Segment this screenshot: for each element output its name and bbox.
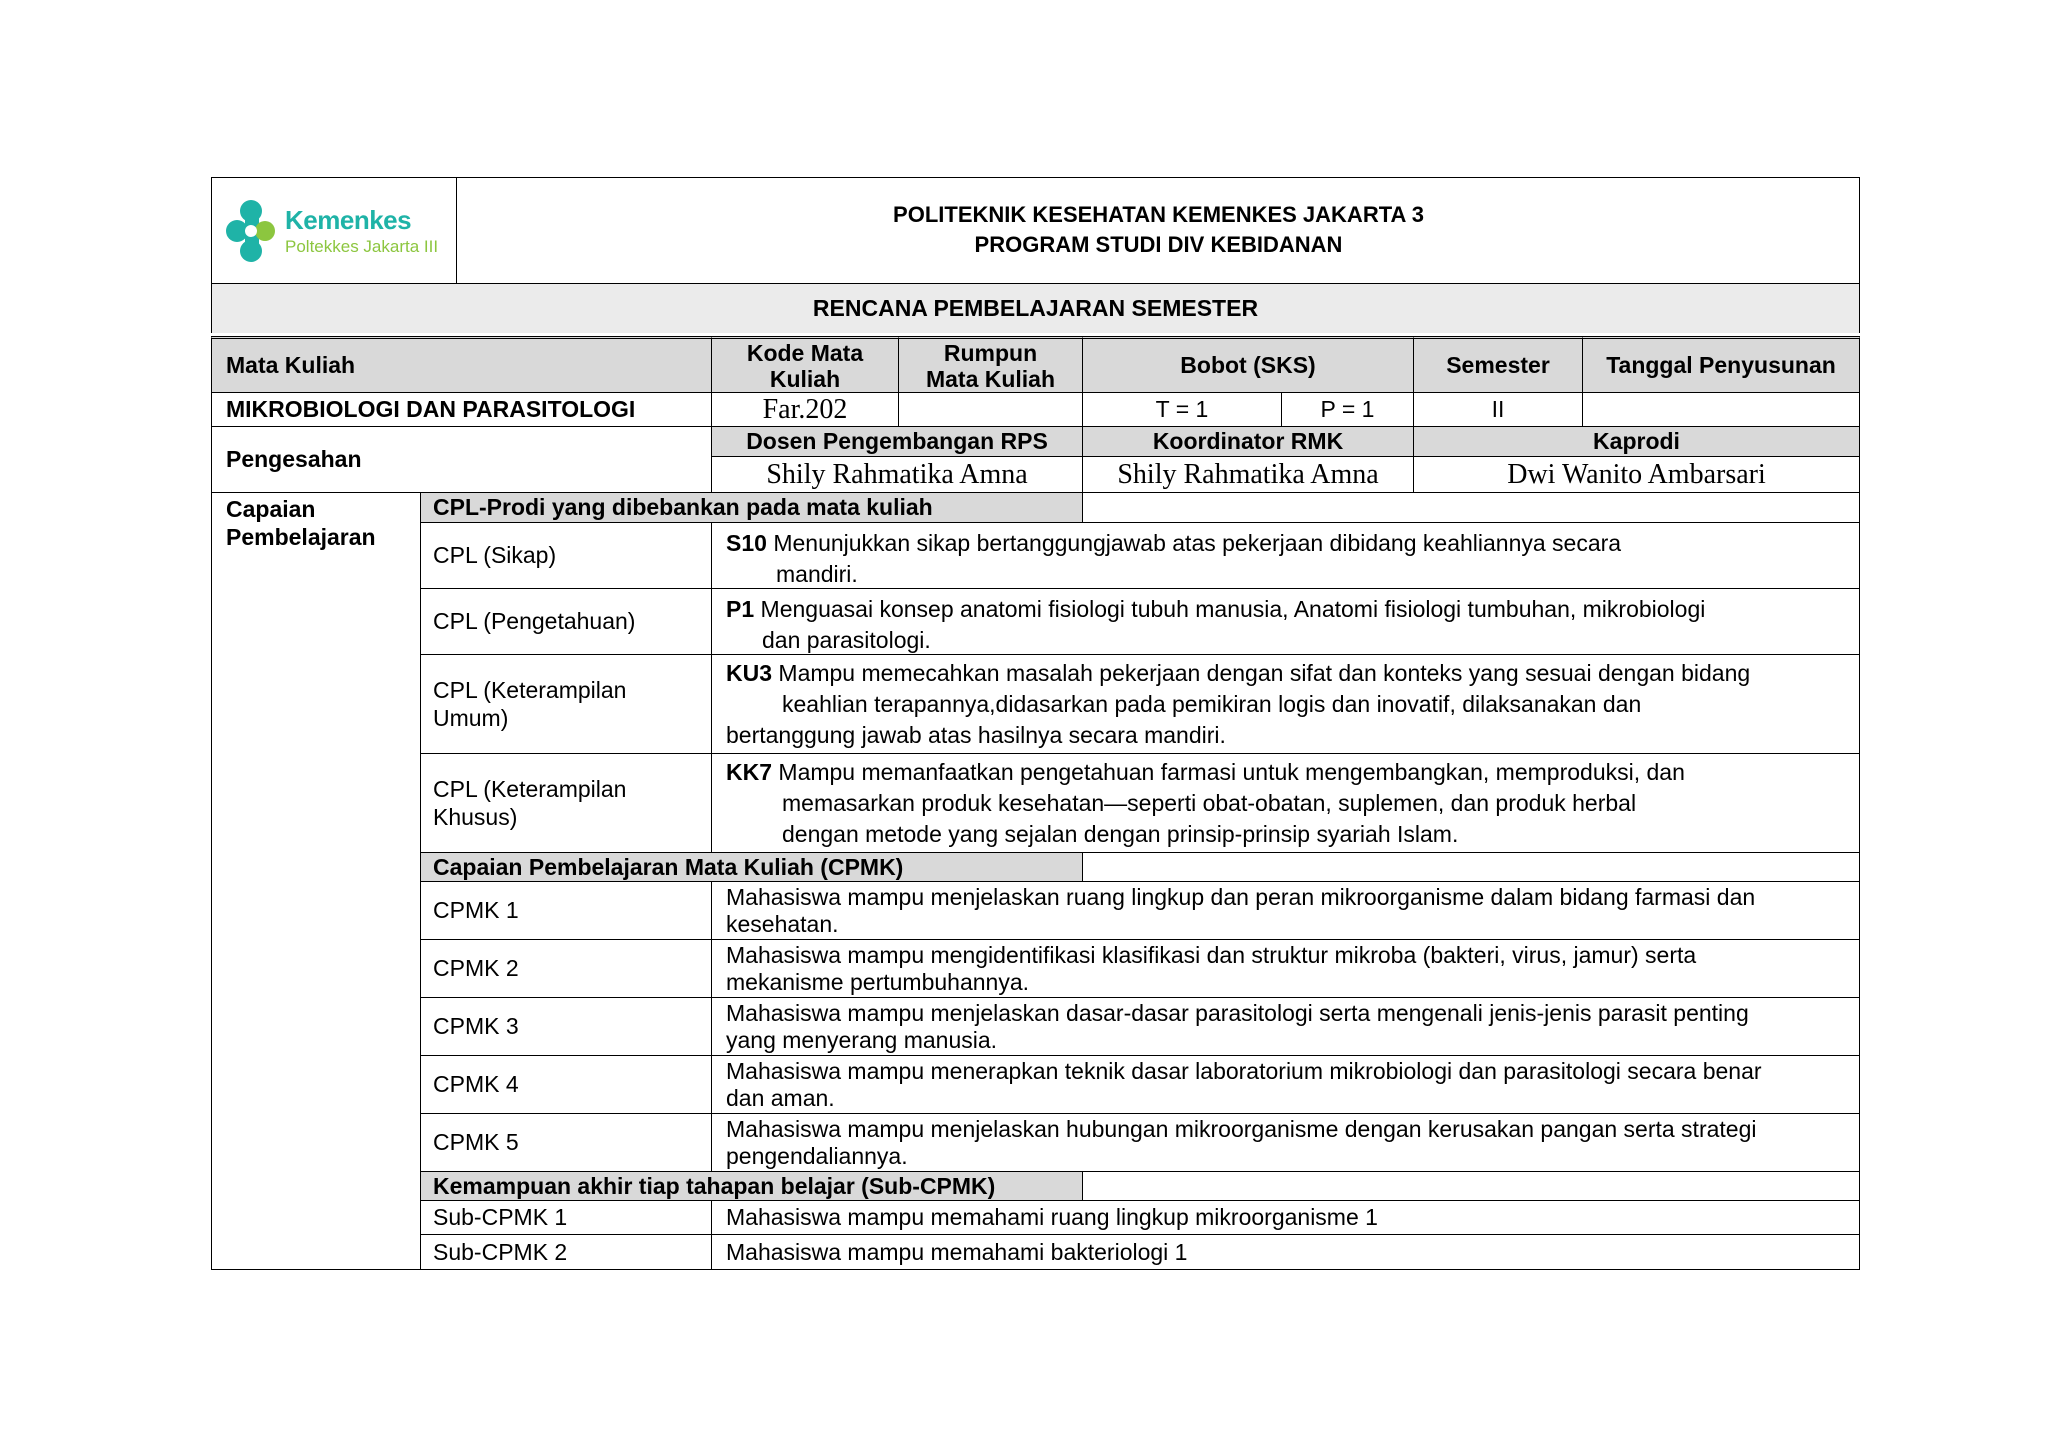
cpl-khusus-code: KK7 (726, 759, 773, 785)
course-code-text: Far.202 (762, 393, 848, 425)
course-semester (1413, 393, 1582, 427)
koordinator-name (1082, 457, 1413, 493)
logo-name: Kemenkes (285, 205, 412, 235)
cpl-umum-label (420, 655, 711, 754)
dosen-label (711, 427, 1082, 457)
kaprodi-name-text: Dwi Wanito Ambarsari (1507, 458, 1766, 490)
cpmk-3-label-text: CPMK 3 (433, 1013, 519, 1039)
cpmk-2-line2: mekanisme pertumbuhannya. (726, 969, 1029, 995)
sub-cpmk-1-label-text: Sub-CPMK 1 (433, 1204, 568, 1230)
cpl-pengetahuan-line2: dan parasitologi. (762, 627, 931, 653)
cpmk-1-label (420, 882, 711, 940)
course-sks-t-text: T = 1 (1155, 396, 1209, 422)
cpl-header-blank (1082, 493, 1860, 523)
cpl-sikap-line2: mandiri. (776, 561, 858, 587)
doc-title-text: RENCANA PEMBELAJARAN SEMESTER (812, 295, 1259, 321)
col-bobot-label: Bobot (SKS) (1180, 352, 1316, 378)
course-sks-t (1082, 393, 1281, 427)
cpmk-1-desc (711, 882, 1860, 940)
dosen-label-text: Dosen Pengembangan RPS (746, 428, 1048, 454)
cpl-sikap-code: S10 (726, 530, 767, 556)
sub-cpmk-2-text: Mahasiswa mampu memahami bakteriologi 1 (726, 1238, 1188, 1265)
cpl-khusus-desc (711, 754, 1860, 853)
cpl-header-text: CPL-Prodi yang dibebankan pada mata kuliah (433, 494, 933, 520)
logo-subtitle: Poltekkes Jakarta III (285, 237, 439, 256)
cpl-umum-line2: keahlian terapannya,didasarkan pada pemikiran logis dan inovatif, dilaksanakan dan (782, 691, 1642, 717)
cpmk-4-label (420, 1056, 711, 1114)
pengesahan-label-text: Pengesahan (226, 446, 362, 472)
col-bobot (1082, 336, 1413, 393)
course-tanggal (1582, 393, 1860, 427)
kaprodi-label-text: Kaprodi (1593, 428, 1680, 454)
cpmk-2-label (420, 940, 711, 998)
cpmk-5-desc (711, 1114, 1860, 1172)
cpmk-2-line1: Mahasiswa mampu mengidentifikasi klasifikasi dan struktur mikroba (bakteri, virus, jamur) serta (726, 942, 1697, 968)
cpmk-5-label (420, 1114, 711, 1172)
cpmk-5-label-text: CPMK 5 (433, 1129, 519, 1155)
cpmk-3-line1: Mahasiswa mampu menjelaskan dasar-dasar parasitologi serta mengenali jenis-jenis parasit penting (726, 1000, 1749, 1026)
sub-cpmk-1-label (420, 1201, 711, 1235)
cpmk-1-line2: kesehatan. (726, 911, 839, 937)
logo-cell (211, 177, 457, 283)
cpl-umum-line1: Mampu memecahkan masalah pekerjaan dengan sifat dan konteks yang sesuai dengan bidang (772, 660, 1751, 686)
course-semester-text: II (1491, 396, 1505, 422)
col-mata-kuliah (211, 336, 711, 393)
col-rumpun-line2: Mata Kuliah (925, 365, 1056, 392)
cpmk-5-line1: Mahasiswa mampu menjelaskan hubungan mikroorganisme dengan kerusakan pangan serta strategi (726, 1116, 1757, 1142)
cpl-khusus-label (420, 754, 711, 853)
cpl-sikap-line1: Menunjukkan sikap bertanggungjawab atas pekerjaan dibidang keahliannya secara (766, 530, 1622, 556)
col-kode-line1: Kode Mata (746, 339, 864, 366)
sub-cpmk-header-blank (1082, 1172, 1860, 1201)
dosen-name-text: Shily Rahmatika Amna (766, 458, 1028, 490)
cpl-umum-label-line2: Umum) (433, 705, 509, 731)
col-semester-label: Semester (1446, 352, 1550, 378)
cpl-umum-line3: bertanggung jawab atas hasilnya secara mandiri. (726, 722, 1226, 748)
cpmk-4-line2: dan aman. (726, 1085, 835, 1111)
cpl-sikap-desc (711, 523, 1860, 589)
pengesahan-label (211, 427, 711, 493)
cpl-sikap-label (420, 523, 711, 589)
cpl-umum-code: KU3 (726, 660, 773, 686)
sub-cpmk-header-text: Kemampuan akhir tiap tahapan belajar (Sub-CPMK) (433, 1172, 996, 1199)
institution-name: POLITEKNIK KESEHATAN KEMENKES JAKARTA 3 (893, 202, 1424, 227)
cpmk-header-blank (1082, 853, 1860, 882)
cpmk-1-label-text: CPMK 1 (433, 897, 519, 923)
course-sks-p (1281, 393, 1413, 427)
cpl-pengetahuan-line1: Menguasai konsep anatomi fisiologi tubuh manusia, Anatomi fisiologi tumbuhan, mikrobiologi (754, 596, 1706, 622)
cpl-umum-label-line1: CPL (Keterampilan (433, 677, 627, 703)
cpl-khusus-line3: dengan metode yang sejalan dengan prinsip-prinsip syariah Islam. (782, 821, 1459, 847)
sub-cpmk-2-label (420, 1235, 711, 1270)
col-tanggal (1582, 336, 1860, 393)
course-name (211, 393, 711, 427)
cpl-khusus-line1: Mampu memanfaatkan pengetahuan farmasi untuk mengembangkan, memproduksi, dan (772, 759, 1685, 785)
kaprodi-label (1413, 427, 1860, 457)
sub-cpmk-2-desc (711, 1235, 1860, 1270)
course-name-text: MIKROBIOLOGI DAN PARASITOLOGI (226, 396, 636, 422)
col-kode (711, 336, 898, 393)
capaian-label (211, 493, 420, 1270)
cpmk-4-line1: Mahasiswa mampu menerapkan teknik dasar laboratorium mikrobiologi dan parasitologi secara benar (726, 1058, 1762, 1084)
course-rumpun (898, 393, 1082, 427)
cpl-umum-desc (711, 655, 1860, 754)
cpl-header (420, 493, 1082, 523)
col-semester (1413, 336, 1582, 393)
col-rumpun (898, 336, 1082, 393)
cpmk-5-line2: pengendaliannya. (726, 1143, 908, 1169)
cpmk-2-desc (711, 940, 1860, 998)
cpmk-header (420, 853, 1082, 882)
col-mata-kuliah-label: Mata Kuliah (226, 352, 356, 378)
course-sks-p-text: P = 1 (1320, 396, 1375, 422)
course-code (711, 393, 898, 427)
cpmk-3-line2: yang menyerang manusia. (726, 1027, 998, 1053)
cpl-khusus-label-line2: Khusus) (433, 804, 518, 830)
cpl-pengetahuan-code: P1 (726, 596, 755, 622)
cpl-pengetahuan-desc (711, 589, 1860, 655)
cpmk-4-label-text: CPMK 4 (433, 1071, 519, 1097)
dosen-name (711, 457, 1082, 493)
cpl-pengetahuan-label-text: CPL (Pengetahuan) (433, 608, 636, 634)
rps-document (211, 177, 1860, 1270)
koordinator-name-text: Shily Rahmatika Amna (1117, 458, 1379, 490)
sub-cpmk-1-desc (711, 1201, 1860, 1235)
cpmk-4-desc (711, 1056, 1860, 1114)
capaian-label-line1: Capaian (226, 496, 316, 522)
cpl-sikap-label-text: CPL (Sikap) (433, 542, 557, 568)
cpl-khusus-line2: memasarkan produk kesehatan—seperti obat-obatan, suplemen, dan produk herbal (782, 790, 1637, 816)
cpmk-2-label-text: CPMK 2 (433, 955, 519, 981)
cpmk-3-label (420, 998, 711, 1056)
doc-title (211, 283, 1860, 333)
kaprodi-name (1413, 457, 1860, 493)
sub-cpmk-header (420, 1172, 1082, 1201)
koordinator-label-text: Koordinator RMK (1152, 428, 1344, 454)
col-kode-line2: Kuliah (769, 365, 841, 392)
capaian-label-line2: Pembelajaran (226, 524, 376, 550)
col-tanggal-label: Tanggal Penyusunan (1606, 352, 1836, 378)
cpl-pengetahuan-label (420, 589, 711, 655)
cpmk-1-line1: Mahasiswa mampu menjelaskan ruang lingkup dan peran mikroorganisme dalam bidang farmasi dan (726, 884, 1756, 910)
program-name: PROGRAM STUDI DIV KEBIDANAN (974, 232, 1343, 257)
koordinator-label (1082, 427, 1413, 457)
cpmk-header-text: Capaian Pembelajaran Mata Kuliah (CPMK) (433, 853, 904, 880)
cpmk-3-desc (711, 998, 1860, 1056)
institution-header (457, 177, 1860, 283)
sub-cpmk-2-label-text: Sub-CPMK 2 (433, 1238, 568, 1265)
sub-cpmk-1-text: Mahasiswa mampu memahami ruang lingkup mikroorganisme 1 (726, 1204, 1378, 1230)
cpl-khusus-label-line1: CPL (Keterampilan (433, 776, 627, 802)
col-rumpun-line1: Rumpun (943, 339, 1038, 366)
